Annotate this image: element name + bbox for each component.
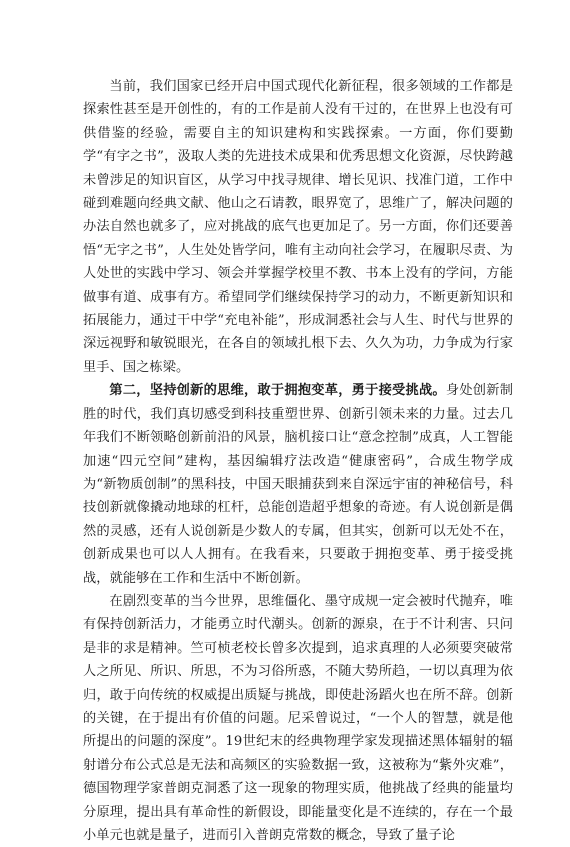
paragraph-2 [83, 379, 513, 590]
paragraph-3 [83, 590, 513, 847]
paragraph-3-text: 在剧烈变革的当今世界，思维僵化、墨守成规一定会被时代抛弃，唯有保持创新活力，才能勇立时代潮头。创新的源泉，在于不计利害、只问是非的求是精神。竺可桢老校长曾多次提到，追求真理的人必须要突破常人之所见、所识、所思，不为习俗所惑，不随大势所趋，一切以真理为依归，敢于向传统的权威提出质疑与挑战，即使赴汤蹈火也在所不辞。创新的关键，在于提出有价值的问题。尼采曾说过，“一个人的智慧，就是他所提出的问题的深度”。19世纪末的经典物理学家发现描述黑体辐射的辐射谱分布公式总是无法和高频区的实验数据一致，这被称为“紫外灾难”，德国物理学家普朗克洞悉了这一现象的物理实质，他挑战了经典的能量均分原理，提出具有革命性的新假设，即能量变化是不连续的，存在一个最小单元也就是量子，进而引入普朗克常数的概念，导致了量子论 [83, 593, 513, 843]
body-text [83, 75, 513, 847]
paragraph-1-text: 当前，我们国家已经开启中国式现代化新征程，很多领域的工作都是探索性甚至是开创性的，有的工作是前人没有干过的，在世界上也没有可供借鉴的经验，需要自主的知识建构和实践探索。一方面，你们要勤学“有字之书”，汲取人类的先进技术成果和优秀思想文化资源，尽快跨越未曾涉足的知识盲区，从学习中找寻规律、增长见识、找准门道，工作中碰到难题向经典文献、他山之石请教，眼界宽了，思维广了，解决问题的办法自然也就多了，应对挑战的底气也更加足了。另一方面，你们还要善悟“无字之书”，人生处处皆学问，唯有主动向社会学习，在履职尽责、为人处世的实践中学习、领会并掌握学校里不教、书本上没有的学问，方能做事有道、成事有方。希望同学们继续保持学习的动力，不断更新知识和拓展能力，通过干中学“充电补能”，形成洞悉社会与人生、时代与世界的深远视野和敏锐眼光，在各自的领域扎根下去、久久为功，力争成为行家里手、国之栋梁。 [83, 79, 513, 375]
paragraph-1 [83, 75, 513, 379]
paragraph-2-text: 身处创新制胜的时代，我们真切感受到科技重塑世界、创新引领未来的力量。过去几年我们不断领略创新前沿的风景，脑机接口让“意念控制”成真，人工智能加速“四元空间”建构，基因编辑疗法改造“健康密码”，合成生物学成为“新物质创制”的黑科技，中国天眼捕获到来自深远宇宙的神秘信号，科技创新就像撬动地球的杠杆，总能创造超乎想象的奇迹。有人说创新是偶然的灵感，还有人说创新是少数人的专属，但其实，创新可以无处不在，创新成果也可以人人拥有。在我看来，只要敢于拥抱变革、勇于接受挑战，就能够在工作和生活中不断创新。 [83, 383, 513, 586]
paragraph-2-bold-lead: 第二，坚持创新的思维，敢于拥抱变革，勇于接受挑战。 [109, 383, 446, 399]
